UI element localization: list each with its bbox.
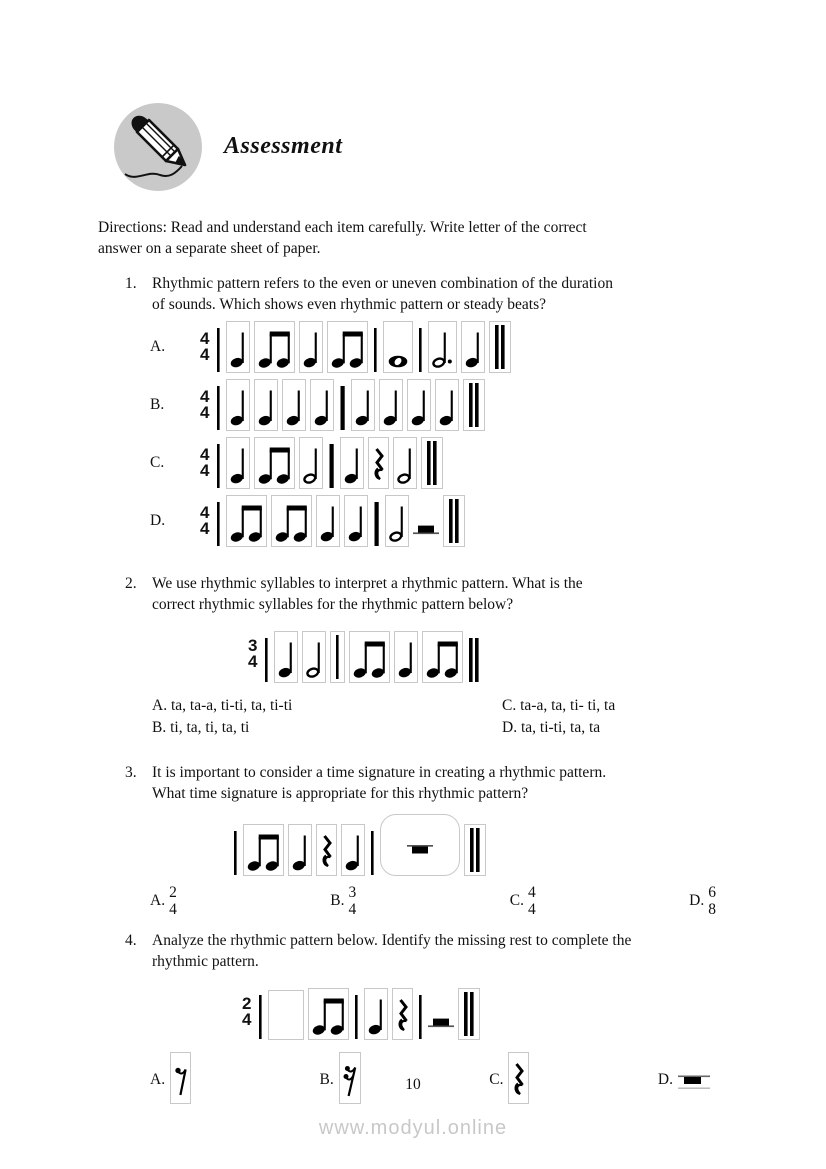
q3-option-a bbox=[150, 884, 177, 918]
notation-glyph-bar bbox=[353, 994, 360, 1040]
q2-option-c-text: ta-a, ta, ti- ti, ta bbox=[520, 697, 616, 714]
q3-option-b bbox=[330, 884, 356, 918]
notation-glyph-blank bbox=[268, 990, 304, 1040]
time-signature: 2 4 bbox=[242, 993, 252, 1030]
notation-glyph-q bbox=[226, 437, 250, 489]
q4-option-b-label: B. bbox=[319, 1071, 334, 1089]
notation-glyph-q bbox=[310, 379, 334, 431]
question-4-line-1: Analyze the rhythmic pattern below. Identify the missing rest to complete the bbox=[152, 932, 632, 950]
content bbox=[98, 217, 738, 1104]
notation-glyph-q bbox=[341, 824, 365, 876]
notation-glyph-q bbox=[288, 824, 312, 876]
q1-option-a-label: A. bbox=[150, 338, 166, 355]
q4-option-d-label: D. bbox=[657, 1071, 673, 1089]
notation-glyph-q bbox=[340, 437, 364, 489]
directions-text bbox=[98, 217, 738, 259]
q1-option-c-notation bbox=[200, 437, 443, 489]
notation-glyph-ee bbox=[254, 321, 295, 373]
notation-glyph-barthick bbox=[338, 385, 347, 431]
question-1-line-1: Rhythmic pattern refers to the even or uneven combination of the duration bbox=[152, 275, 613, 292]
notation-glyph-dbl bbox=[463, 379, 485, 431]
notation-glyph-q bbox=[226, 379, 250, 431]
notation-glyph-q bbox=[379, 379, 403, 431]
notation-glyph-bar bbox=[372, 327, 379, 373]
q4-notation bbox=[242, 984, 738, 1040]
notation-glyph-q bbox=[394, 631, 418, 683]
q2-option-c-label: C. bbox=[502, 697, 517, 714]
notation-glyph-qrest bbox=[316, 824, 337, 876]
q2-option-b-text: ti, ta, ti, ta, ti bbox=[170, 719, 250, 736]
question-3 bbox=[125, 762, 738, 918]
q1-option-b bbox=[150, 379, 738, 431]
question-3-line-2: What time signature is appropriate for this rhythmic pattern? bbox=[152, 785, 529, 802]
q3-options bbox=[150, 884, 716, 918]
notation-glyph-dbl bbox=[467, 637, 481, 683]
question-1-text bbox=[152, 273, 738, 315]
question-3-number: 3. bbox=[125, 764, 137, 781]
notation-glyph-h bbox=[302, 631, 326, 683]
q3-option-d-bottom: 8 bbox=[708, 901, 716, 919]
q2-option-d bbox=[502, 717, 615, 738]
notation-glyph-bar bbox=[215, 443, 222, 489]
q3-option-c bbox=[510, 884, 536, 918]
notation-glyph-bar bbox=[417, 327, 424, 373]
notation-glyph-h bbox=[385, 495, 409, 547]
notation-glyph-bar bbox=[263, 637, 270, 683]
q2-option-c bbox=[502, 695, 615, 716]
time-signature: 3 4 bbox=[248, 635, 258, 671]
notation-glyph-h bbox=[299, 437, 323, 489]
notation-glyph-q bbox=[316, 495, 340, 547]
q2-option-d-label: D. bbox=[502, 719, 518, 736]
notation-glyph-dbl bbox=[464, 824, 486, 876]
notation-glyph-hdot bbox=[428, 321, 457, 373]
notation-glyph-ee bbox=[327, 321, 368, 373]
directions-line-1: Directions: Read and understand each item carefully. Write letter of the correct bbox=[98, 219, 587, 236]
notation-glyph-whole bbox=[383, 321, 413, 373]
notation-glyph-barthick bbox=[372, 501, 381, 547]
q3-notation bbox=[232, 814, 738, 876]
pencil-icon bbox=[112, 98, 206, 196]
directions-line-2: answer on a separate sheet of paper. bbox=[98, 240, 321, 257]
notation-glyph-bar bbox=[232, 830, 239, 876]
q2-option-a-label: A. bbox=[152, 697, 168, 714]
notation-glyph-bar bbox=[257, 994, 264, 1040]
q3-option-d bbox=[689, 884, 716, 918]
notation-glyph-q bbox=[274, 631, 298, 683]
notation-glyph-q bbox=[364, 988, 388, 1040]
question-2-number: 2. bbox=[125, 575, 137, 592]
q1-option-c-label: C. bbox=[150, 454, 165, 471]
notation-glyph-q bbox=[407, 379, 431, 431]
notation-glyph-ee bbox=[308, 988, 349, 1040]
q1-option-b-notation bbox=[200, 379, 485, 431]
notation-glyph-dbl bbox=[458, 988, 480, 1040]
notation-glyph-q bbox=[254, 379, 278, 431]
q2-notation bbox=[248, 625, 738, 683]
question-1-line-2: of sounds. Which shows even rhythmic pattern or steady beats? bbox=[152, 296, 547, 313]
notation-glyph-ee bbox=[243, 824, 284, 876]
notation-glyph-dbl bbox=[489, 321, 511, 373]
q2-options bbox=[152, 695, 738, 738]
notation-glyph-q bbox=[461, 321, 485, 373]
question-4-text bbox=[152, 930, 738, 972]
notation-glyph-dbl bbox=[443, 495, 465, 547]
q4-option-a-label: A. bbox=[150, 1071, 166, 1089]
question-1 bbox=[125, 273, 738, 547]
notation-glyph-qrest bbox=[368, 437, 389, 489]
question-2-line-1: We use rhythmic syllables to interpret a rhythmic pattern. What is the bbox=[152, 575, 583, 592]
q3-option-c-label: C. bbox=[509, 892, 524, 910]
notation-glyph-bar bbox=[417, 994, 424, 1040]
q1-option-d bbox=[150, 495, 738, 547]
time-signature: 4 4 bbox=[200, 328, 210, 364]
q1-option-b-label: B. bbox=[150, 396, 165, 413]
notation-glyph-qrest bbox=[392, 988, 413, 1040]
notation-glyph-q bbox=[282, 379, 306, 431]
q3-option-d-label: D. bbox=[689, 892, 705, 910]
notation-glyph-ee bbox=[254, 437, 295, 489]
notation-glyph-bar bbox=[215, 327, 222, 373]
notation-glyph-q bbox=[435, 379, 459, 431]
question-3-line-1: It is important to consider a time signature in creating a rhythmic pattern. bbox=[152, 764, 607, 781]
q3-option-a-top: 2 bbox=[169, 884, 177, 901]
q1-option-d-notation bbox=[200, 495, 465, 547]
time-signature: 4 4 bbox=[200, 502, 210, 538]
notation-glyph-q bbox=[226, 321, 250, 373]
q1-option-c bbox=[150, 437, 738, 489]
question-4-number: 4. bbox=[125, 932, 137, 950]
question-4-line-2: rhythmic pattern. bbox=[152, 953, 259, 971]
question-2-line-2: correct rhythmic syllables for the rhythmic pattern below? bbox=[152, 596, 514, 613]
time-signature: 4 4 bbox=[200, 386, 210, 422]
notation-glyph-bar bbox=[215, 501, 222, 547]
q3-option-c-top: 4 bbox=[527, 884, 536, 901]
notation-glyph-h bbox=[393, 437, 417, 489]
page-number: 10 bbox=[405, 1076, 421, 1093]
notation-glyph-q bbox=[299, 321, 323, 373]
question-1-number: 1. bbox=[125, 275, 137, 292]
q3-option-a-label: A. bbox=[150, 892, 166, 910]
q2-option-d-text: ta, ti-ti, ta, ta bbox=[520, 719, 601, 736]
notation-glyph-ee bbox=[226, 495, 267, 547]
notation-glyph-bar bbox=[330, 631, 345, 683]
time-signature: 4 4 bbox=[200, 444, 210, 480]
question-2 bbox=[125, 573, 738, 738]
q3-option-b-bottom: 4 bbox=[348, 901, 357, 919]
notation-glyph-ee bbox=[349, 631, 390, 683]
q3-option-a-bottom: 4 bbox=[169, 901, 177, 919]
notation-glyph-dbl bbox=[421, 437, 443, 489]
notation-glyph-hrest bbox=[428, 994, 454, 1040]
watermark: www.modyul.online bbox=[318, 1117, 508, 1139]
notation-glyph-q bbox=[351, 379, 375, 431]
notation-glyph-ee bbox=[271, 495, 312, 547]
notation-glyph-hrest bbox=[413, 501, 439, 547]
question-3-text bbox=[152, 762, 738, 804]
q2-option-a bbox=[152, 695, 502, 716]
q3-option-b-top: 3 bbox=[348, 884, 357, 901]
page-title: Assessment bbox=[224, 133, 343, 159]
notation-glyph-bar bbox=[369, 830, 376, 876]
notation-glyph-q bbox=[344, 495, 368, 547]
q3-option-d-top: 6 bbox=[708, 884, 716, 901]
notation-glyph-wrest bbox=[380, 814, 460, 876]
question-2-text bbox=[152, 573, 738, 615]
notation-glyph-ee bbox=[422, 631, 463, 683]
q3-option-b-label: B. bbox=[330, 892, 345, 910]
notation-glyph-bar bbox=[215, 385, 222, 431]
notation-glyph-barthick bbox=[327, 443, 336, 489]
q4-option-c-label: C. bbox=[489, 1071, 504, 1089]
q2-option-b-label: B. bbox=[152, 719, 167, 736]
q2-option-a-text: ta, ta-a, ti-ti, ta, ti-ti bbox=[170, 697, 293, 714]
q1-option-a-notation bbox=[200, 321, 511, 373]
q1-option-d-label: D. bbox=[150, 512, 166, 529]
q2-option-b bbox=[152, 717, 502, 738]
q1-option-a bbox=[150, 321, 738, 373]
q3-option-c-bottom: 4 bbox=[527, 901, 536, 919]
